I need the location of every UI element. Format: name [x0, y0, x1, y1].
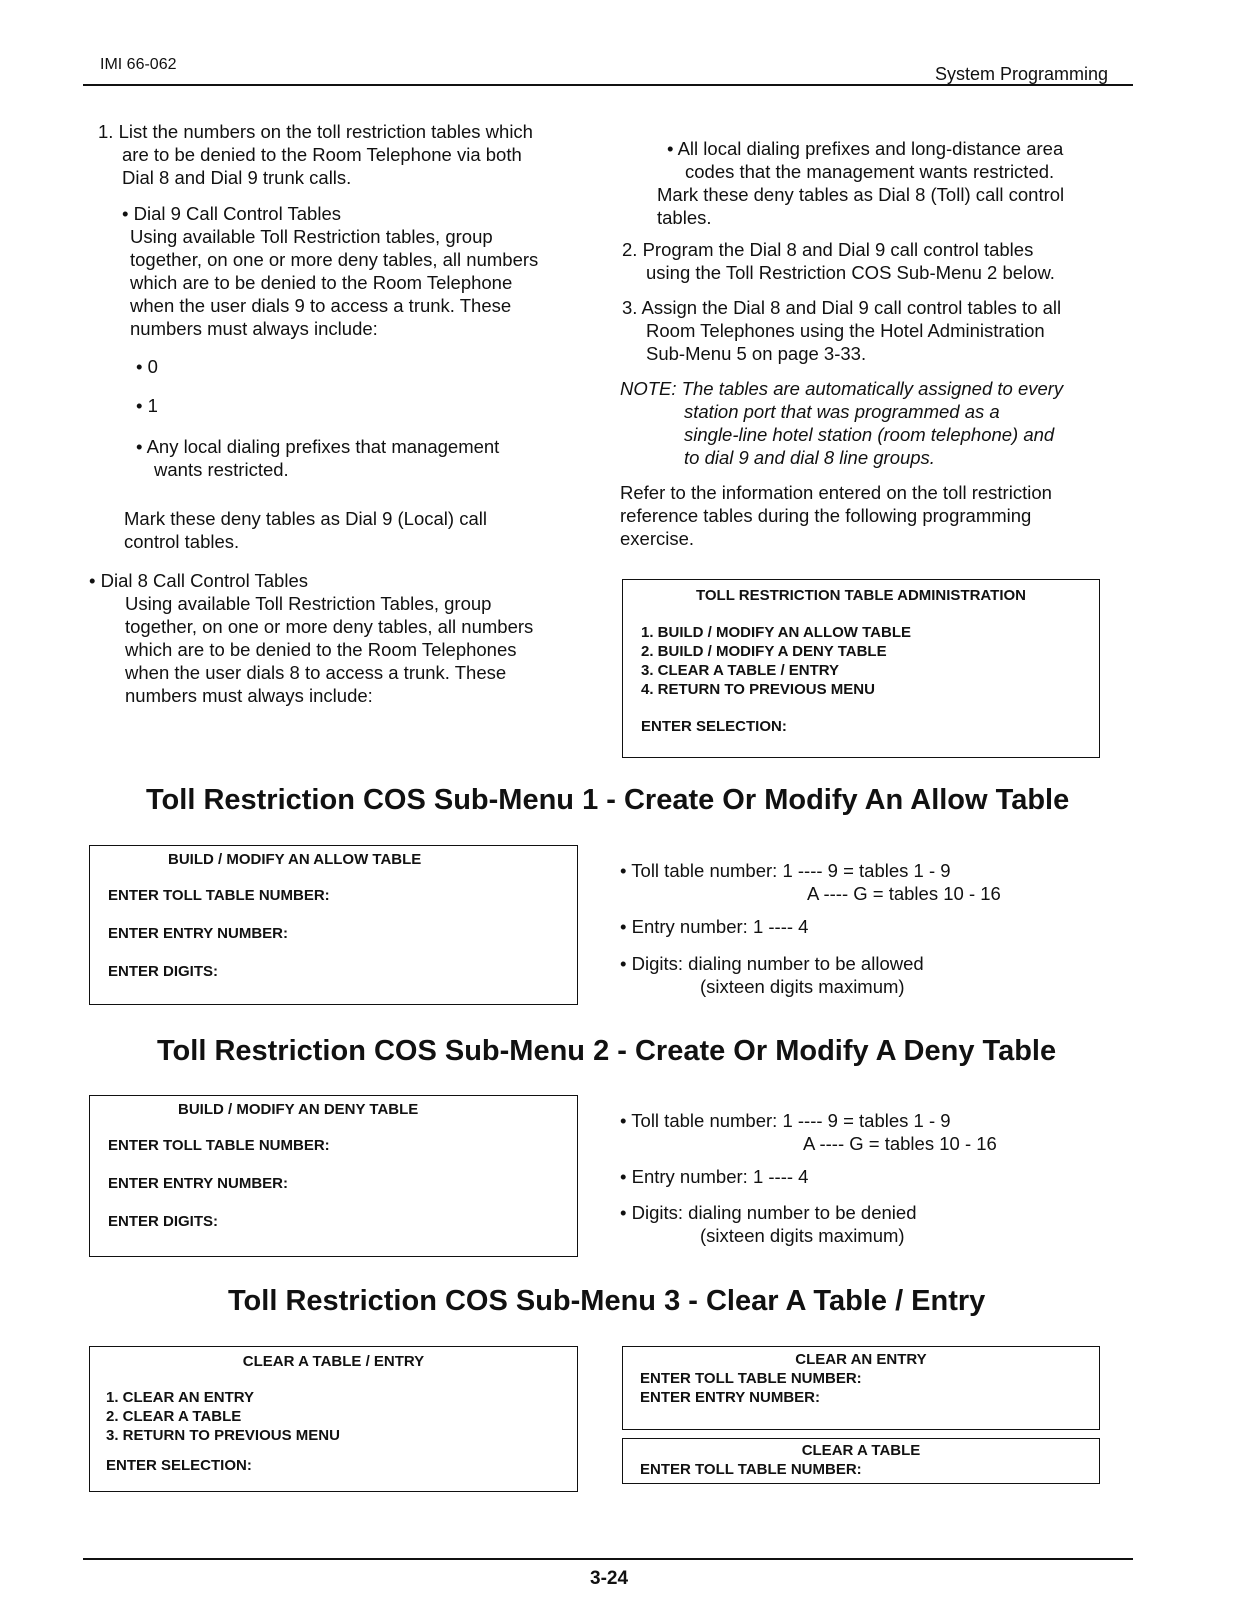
footer-rule	[83, 1558, 1133, 1560]
submenu-1-note-digits	[620, 952, 924, 998]
menu-option: 3. RETURN TO PREVIOUS MENU	[106, 1427, 340, 1444]
submenu-2-note-table	[620, 1109, 997, 1155]
mark-dial8-line: tables.	[657, 207, 712, 228]
toll-admin-title: TOLL RESTRICTION TABLE ADMINISTRATION	[696, 587, 1026, 604]
step-2	[622, 238, 1055, 284]
note-line: • Toll table number: 1 ---- 9 = tables 1 - 9	[620, 860, 951, 881]
step-3-line: Room Telephones using the Hotel Administration	[646, 320, 1045, 341]
note-line: A ---- G = tables 10 - 16	[807, 883, 1001, 904]
dial9-line: when the user dials 9 to access a trunk. These	[130, 295, 512, 316]
bullet-long-distance	[667, 137, 1063, 183]
submenu-2-note-digits	[620, 1201, 917, 1247]
menu-option: 2. BUILD / MODIFY A DENY TABLE	[641, 643, 887, 660]
mark-dial9-line: Mark these deny tables as Dial 9 (Local) call	[124, 508, 487, 529]
field-entry-number: ENTER ENTRY NUMBER:	[108, 1175, 289, 1192]
deny-table-box	[89, 1095, 578, 1257]
bullet-local-line: wants restricted.	[154, 459, 289, 480]
clear-entry-title: CLEAR AN ENTRY	[795, 1351, 927, 1368]
bullet-local-prefixes	[136, 435, 499, 481]
note-line: (sixteen digits maximum)	[700, 976, 905, 997]
clear-menu-box	[89, 1346, 578, 1492]
clear-box-title: CLEAR A TABLE / ENTRY	[242, 1353, 425, 1370]
bullet-one: • 1	[136, 395, 158, 416]
clear-entry-box	[622, 1346, 1100, 1430]
mark-dial8-line: Mark these deny tables as Dial 8 (Toll) call control	[657, 184, 1065, 205]
page-number: 3-24	[590, 1568, 629, 1589]
header-rule	[83, 84, 1133, 86]
dial9-heading: • Dial 9 Call Control Tables	[122, 203, 341, 224]
note-line: • Digits: dialing number to be allowed	[620, 953, 924, 974]
menu-option: 2. CLEAR A TABLE	[106, 1408, 242, 1425]
submenu-3-title: Toll Restriction COS Sub-Menu 3 - Clear A Table / Entry	[228, 1285, 986, 1317]
allow-table-box	[89, 845, 578, 1005]
step-3-line: 3. Assign the Dial 8 and Dial 9 call control tables to all	[622, 297, 1062, 318]
menu-option: 4. RETURN TO PREVIOUS MENU	[641, 681, 875, 698]
field-toll-table-number: ENTER TOLL TABLE NUMBER:	[640, 1461, 862, 1478]
field-toll-table-number: ENTER TOLL TABLE NUMBER:	[108, 1137, 330, 1154]
submenu-2-title: Toll Restriction COS Sub-Menu 2 - Create Or Modify A Deny Table	[157, 1035, 1057, 1067]
note-line: to dial 9 and dial 8 line groups.	[684, 447, 935, 468]
step-1	[98, 120, 533, 189]
step-1-line: 1. List the numbers on the toll restriction tables which	[98, 121, 533, 142]
clear-table-box	[622, 1438, 1100, 1484]
dial8-block	[89, 569, 533, 707]
dial9-line: Using available Toll Restriction tables, group	[130, 226, 493, 247]
field-entry-number: ENTER ENTRY NUMBER:	[108, 925, 289, 942]
note-line: single-line hotel station (room telephone) and	[684, 424, 1055, 445]
mark-dial9-line: control tables.	[124, 531, 240, 552]
field-toll-table-number: ENTER TOLL TABLE NUMBER:	[640, 1370, 862, 1387]
note-line: • Toll table number: 1 ---- 9 = tables 1 - 9	[620, 1110, 951, 1131]
refer-line: reference tables during the following programming	[620, 505, 1032, 526]
bullet-ld-line: codes that the management wants restricted.	[685, 161, 1055, 182]
note-block	[620, 377, 1063, 469]
field-toll-table-number: ENTER TOLL TABLE NUMBER:	[108, 887, 330, 904]
note-line: NOTE: The tables are automatically assigned to every	[620, 378, 1064, 399]
menu-option: 1. CLEAR AN ENTRY	[106, 1389, 255, 1406]
step-3	[622, 296, 1061, 365]
dial9-line: which are to be denied to the Room Telephone	[130, 272, 513, 293]
submenu-1-note-table	[620, 859, 1001, 905]
clear-table-title: CLEAR A TABLE	[801, 1442, 921, 1459]
note-line: • Digits: dialing number to be denied	[620, 1202, 917, 1223]
field-digits: ENTER DIGITS:	[108, 1213, 219, 1230]
dial8-line: when the user dials 8 to access a trunk. These	[125, 662, 507, 683]
menu-option: 3. CLEAR A TABLE / ENTRY	[641, 662, 840, 679]
dial8-line: together, on one or more deny tables, all numbers	[125, 616, 534, 637]
menu-option: 1. BUILD / MODIFY AN ALLOW TABLE	[641, 624, 911, 641]
dial8-line: numbers must always include:	[125, 685, 373, 706]
submenu-1-title: Toll Restriction COS Sub-Menu 1 - Create Or Modify An Allow Table	[146, 784, 1070, 816]
dial9-line: numbers must always include:	[130, 318, 378, 339]
field-digits: ENTER DIGITS:	[108, 963, 219, 980]
bullet-local-line: • Any local dialing prefixes that management	[136, 436, 500, 457]
deny-box-title: BUILD / MODIFY AN DENY TABLE	[178, 1101, 419, 1118]
dial8-line: Using available Toll Restriction Tables, group	[125, 593, 492, 614]
submenu-2-note-entry: • Entry number: 1 ---- 4	[620, 1166, 809, 1187]
step-2-line: using the Toll Restriction COS Sub-Menu 2 below.	[646, 262, 1055, 283]
step-3-line: Sub-Menu 5 on page 3-33.	[646, 343, 867, 364]
toll-admin-menu-box	[622, 579, 1100, 758]
dial9-block	[122, 202, 538, 340]
step-1-line: Dial 8 and Dial 9 trunk calls.	[122, 167, 352, 188]
enter-selection-prompt: ENTER SELECTION:	[641, 718, 787, 735]
refer-line: Refer to the information entered on the toll restriction	[620, 482, 1052, 503]
dial9-line: together, on one or more deny tables, all numbers	[130, 249, 539, 270]
step-2-line: 2. Program the Dial 8 and Dial 9 call control tables	[622, 239, 1034, 260]
dial8-line: which are to be denied to the Room Telephones	[125, 639, 517, 660]
note-line: (sixteen digits maximum)	[700, 1225, 905, 1246]
bullet-ld-line: • All local dialing prefixes and long-distance area	[667, 138, 1064, 159]
enter-selection-prompt: ENTER SELECTION:	[106, 1457, 252, 1474]
note-line: station port that was programmed as a	[684, 401, 1000, 422]
mark-dial9	[124, 507, 487, 553]
allow-box-title: BUILD / MODIFY AN ALLOW TABLE	[168, 851, 422, 868]
field-entry-number: ENTER ENTRY NUMBER:	[640, 1389, 821, 1406]
refer-line: exercise.	[620, 528, 695, 549]
dial8-heading: • Dial 8 Call Control Tables	[89, 570, 308, 591]
refer-paragraph	[620, 481, 1052, 550]
doc-id: IMI 66-062	[100, 56, 177, 73]
mark-dial8	[657, 183, 1064, 229]
section-name: System Programming	[935, 64, 1109, 84]
bullet-zero: • 0	[136, 356, 158, 377]
note-line: A ---- G = tables 10 - 16	[803, 1133, 997, 1154]
step-1-line: are to be denied to the Room Telephone via both	[122, 144, 522, 165]
submenu-1-note-entry: • Entry number: 1 ---- 4	[620, 916, 809, 937]
